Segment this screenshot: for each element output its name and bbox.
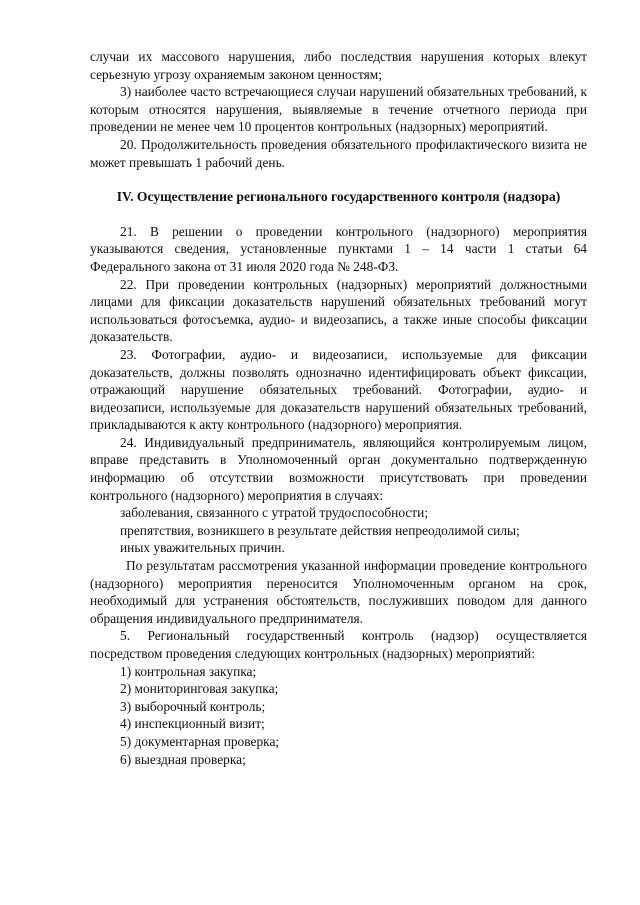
measure-item: 1) контрольная закупка; [120,663,257,679]
measure-item: 6) выездная проверка; [120,751,246,767]
paragraph-continuation: случаи их массового нарушения, либо последствия нарушения которых влекут серьезную угрозу охраняемым законом ценностям; [90,49,587,82]
paragraph-5: 5. Региональный государственный контроль (надзор) осуществляется посредством проведения следующих контрольных (надзорных) мероприятий: [90,628,587,661]
case-item: препятствия, возникшего в результате действия непреодолимой силы; [120,522,520,538]
paragraph-22: 22. При проведении контрольных (надзорных) мероприятий должностными лицами для фиксации доказательств нарушений обязательных требований могут использоваться фотосъемка, аудио- и видеозапись, а также иные способы фиксации доказательств. [90,276,587,345]
paragraph-24: 24. Индивидуальный предприниматель, являющийся контролируемым лицом, вправе представить в Уполномоченный орган документально подтвержденную информацию об отсутствии возможности присутствовать при проведении контрольного (надзорного) мероприятия в случаях: [90,434,587,503]
paragraph-21: 21. В решении о проведении контрольного (надзорного) мероприятия указываются сведения, установленные пунктами 1 – 14 части 1 статьи 64 Федерального закона от 31 июля 2020 года № 248-ФЗ. [90,223,587,274]
case-item: иных уважительных причин. [120,540,285,556]
paragraph-item-3: 3) наиболее часто встречающиеся случаи нарушений обязательных требований, к которым относятся нарушения, выявляемые в течение отчетного периода при проведении не менее чем 10 процентов контрольных (надзорных) мероприятий. [90,84,587,135]
measure-item: 4) инспекционный визит; [120,716,265,732]
measure-item: 2) мониторинговая закупка; [120,681,279,697]
document-body [90,48,587,768]
paragraph-20: 20. Продолжительность проведения обязательного профилактического визита не может превышать 1 рабочий день. [90,136,587,170]
paragraph-23: 23. Фотографии, аудио- и видеозаписи, используемые для фиксации доказательств, должны позволять однозначно идентифицировать объект фиксации, отражающий нарушение обязательных требований. Фотографии, аудио- и видеозаписи, используемые для доказательств нарушений обязательных требований, прикладываются к акту контрольного (надзорного) мероприятия. [90,346,587,433]
section-heading: IV. Осуществление регионального государственного контроля (надзора) [116,189,561,205]
measure-item: 5) документарная проверка; [120,733,280,749]
paragraph-results: По результатам рассмотрения указанной информации проведение контрольного (надзорного) мероприятия переносится Уполномоченным органом на срок, необходимый для устранения обстоятельств, послуживших поводом для данного обращения индивидуального предпринимателя. [90,558,587,626]
measure-item: 3) выборочный контроль; [120,698,266,714]
case-item: заболевания, связанного с утратой трудоспособности; [120,505,429,521]
